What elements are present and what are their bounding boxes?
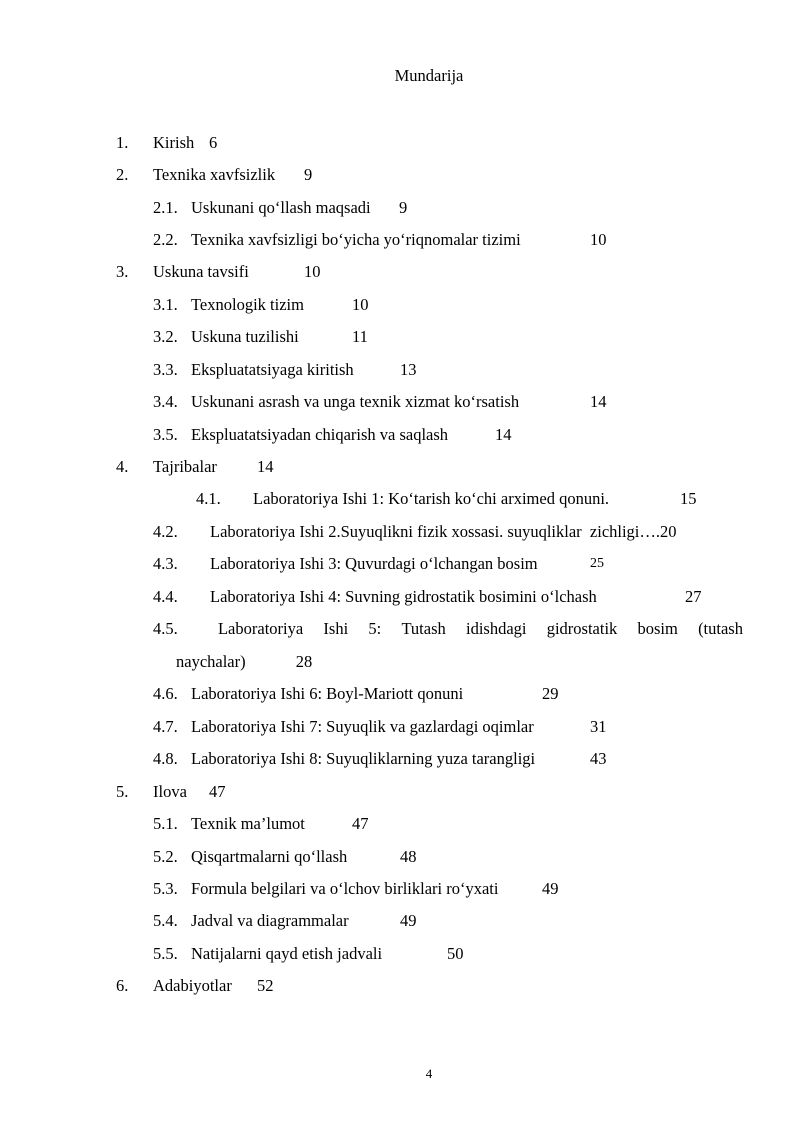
entry-number: 3.1. <box>153 295 178 314</box>
entry-title: Kirish <box>153 133 195 152</box>
entry-word: 5: <box>368 619 382 638</box>
entry-title: Ekspluatatsiyadan chiqarish va saqlash <box>191 425 449 444</box>
toc-entry <box>0 781 226 803</box>
toc-entry <box>0 197 408 219</box>
entry-page: 50 <box>447 944 464 963</box>
entry-page: 9 <box>399 198 408 217</box>
entry-title: Laboratoriya Ishi 7: Suyuqlik va gazlardagi oqimlar <box>191 717 534 736</box>
toc-entry <box>0 326 368 348</box>
entry-title: Texnika xavfsizlik <box>153 165 276 184</box>
entry-word: Ishi <box>323 619 349 638</box>
entry-word: (tutash <box>698 619 743 638</box>
entry-title: Jadval va diagrammalar <box>191 911 349 930</box>
entry-number: 2. <box>116 165 129 184</box>
entry-number: 2.1. <box>153 198 178 217</box>
entry-number: 3.4. <box>153 392 178 411</box>
toc-entry <box>0 683 559 705</box>
toc-entry <box>0 261 321 283</box>
entry-number: 4.3. <box>153 554 178 573</box>
entry-number: 4.4. <box>153 587 178 606</box>
entry-word: Tutash <box>401 619 446 638</box>
entry-title: Laboratoriya Ishi 6: Boyl-Mariott qonuni <box>191 684 464 703</box>
entry-title: Natijalarni qayd etish jadvali <box>191 944 383 963</box>
entry-title: Uskunani asrash va unga texnik xizmat ko‘rsatish <box>191 392 520 411</box>
entry-number: 5.2. <box>153 847 178 866</box>
entry-page: 29 <box>542 684 559 703</box>
toc-entry <box>0 229 607 251</box>
entry-title: Adabiyotlar <box>153 976 232 995</box>
toc-entry <box>0 846 417 868</box>
entry-page: 49 <box>542 879 559 898</box>
toc-entry <box>0 424 512 446</box>
entry-title: Ilova <box>153 782 187 801</box>
entry-title-continuation: naychalar) <box>176 651 246 671</box>
entry-page: 47 <box>352 814 369 833</box>
entry-number: 3.2. <box>153 327 178 346</box>
entry-title: Ekspluatatsiyaga kiritish <box>191 360 354 379</box>
page-number: 4 <box>425 1066 433 1081</box>
entry-page: 43 <box>590 749 607 768</box>
entry-page: 10 <box>590 230 607 249</box>
entry-number: 3.3. <box>153 360 178 379</box>
entry-page: 6 <box>209 133 218 152</box>
toc-entry <box>0 813 369 835</box>
entry-title: Laboratoriya Ishi 3: Quvurdagi o‘lchangan bosim <box>210 554 538 573</box>
toc-entry <box>0 878 559 900</box>
toc-entry <box>0 294 369 316</box>
entry-first-line <box>153 613 743 646</box>
entry-title: Laboratoriya Ishi 2.Suyuqlikni fizik xossasi. suyuqliklar zichligi….20 <box>210 522 677 541</box>
toc-entry <box>0 132 218 154</box>
entry-page: 14 <box>590 392 607 411</box>
entry-title: Laboratoriya Ishi 4: Suvning gidrostatik bosimini o‘lchash <box>210 587 597 606</box>
entry-number: 4.2. <box>153 522 178 541</box>
toc-entry <box>0 456 274 478</box>
toc-entry <box>0 553 604 575</box>
entry-page: 9 <box>304 165 313 184</box>
entry-number: 1. <box>116 133 129 152</box>
entry-title: Laboratoriya Ishi 8: Suyuqliklarning yuza tarangligi <box>191 749 536 768</box>
entry-title: Uskuna tavsifi <box>153 262 249 281</box>
entry-title: Qisqartmalarni qo‘llash <box>191 847 348 866</box>
entry-word: idishdagi <box>465 619 527 638</box>
entry-second-line <box>153 646 743 679</box>
entry-word: Laboratoriya <box>217 619 304 638</box>
entry-word: gidrostatik <box>546 619 618 638</box>
entry-title: Uskuna tuzilishi <box>191 327 299 346</box>
entry-page: 48 <box>400 847 417 866</box>
entry-number: 5.1. <box>153 814 178 833</box>
entry-number: 2.2. <box>153 230 178 249</box>
entry-number: 3. <box>116 262 129 281</box>
entry-number: 5.4. <box>153 911 178 930</box>
entry-number: 6. <box>116 976 129 995</box>
entry-page: 27 <box>685 587 702 606</box>
entry-title: Uskunani qo‘llash maqsadi <box>191 198 371 217</box>
entry-number: 5. <box>116 782 129 801</box>
entry-number: 4.6. <box>153 684 178 703</box>
entry-page: 15 <box>680 489 697 508</box>
entry-page: 14 <box>495 425 512 444</box>
entry-page: 52 <box>257 976 274 995</box>
toc-entry <box>0 164 313 186</box>
entry-number: 4.5. <box>153 619 178 638</box>
toc-entry <box>0 391 607 413</box>
toc-entry <box>0 716 607 738</box>
entry-page: 49 <box>400 911 417 930</box>
entry-number: 4.1. <box>196 489 221 508</box>
entry-title: Tajribalar <box>153 457 217 476</box>
toc-entry <box>0 488 697 510</box>
entry-page: 47 <box>209 782 226 801</box>
entry-page: 14 <box>257 457 274 476</box>
entry-title: Texnologik tizim <box>191 295 304 314</box>
toc-entry <box>0 359 417 381</box>
entry-number: 4. <box>116 457 129 476</box>
toc-entry <box>0 586 702 608</box>
toc-entry <box>0 943 464 965</box>
entry-page: 31 <box>590 717 607 736</box>
toc-entry-multiline <box>153 613 743 678</box>
entry-word: bosim <box>637 619 678 638</box>
toc-entry <box>0 910 417 932</box>
toc-entry <box>0 748 607 770</box>
entry-page: 11 <box>352 327 368 346</box>
entry-page: 28 <box>295 651 313 671</box>
entry-number: 3.5. <box>153 425 178 444</box>
entry-number: 4.8. <box>153 749 178 768</box>
entry-page: 25 <box>590 556 604 571</box>
entry-title: Texnika xavfsizligi bo‘yicha yo‘riqnomalar tizimi <box>191 230 521 249</box>
entry-title: Formula belgilari va o‘lchov birliklari ro‘yxati <box>191 879 499 898</box>
entry-number: 4.7. <box>153 717 178 736</box>
entry-page: 13 <box>400 360 417 379</box>
entry-page: 10 <box>304 262 321 281</box>
entry-number: 5.5. <box>153 944 178 963</box>
entry-number: 5.3. <box>153 879 178 898</box>
toc-entry <box>0 975 274 997</box>
toc-entry <box>0 521 677 543</box>
document-title: Mundarija <box>394 66 464 85</box>
entry-title: Texnik ma’lumot <box>191 814 305 833</box>
entry-page: 10 <box>352 295 369 314</box>
entry-title: Laboratoriya Ishi 1: Ko‘tarish ko‘chi arximed qonuni. <box>253 489 610 508</box>
